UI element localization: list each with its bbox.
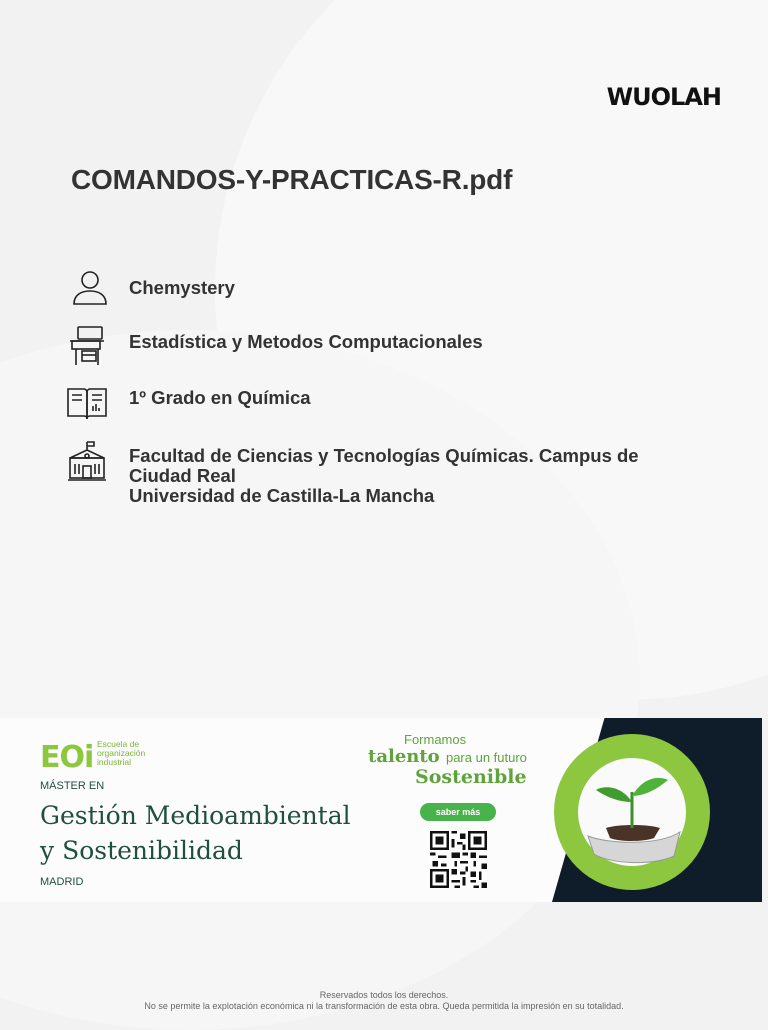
footer-line: No se permite la explotación económica ni la transformación de esta obra. Queda permitida la impresión en su totalidad. (144, 1001, 624, 1011)
tagline-bold: talento (368, 746, 440, 767)
ad-banner[interactable] (0, 718, 762, 902)
wuolah-logo[interactable]: WUOLAH (606, 83, 721, 111)
tagline-rest: para un futuro (445, 750, 527, 765)
footer-notice (0, 990, 768, 1012)
university-building-icon (66, 440, 108, 482)
university-name: Universidad de Castilla-La Mancha (129, 485, 435, 506)
qr-code-icon[interactable] (430, 831, 487, 888)
author-name[interactable]: Chemystery (129, 277, 235, 298)
course-name[interactable]: 1º Grado en Química (129, 387, 311, 408)
eoi-logo-subtitle: Escuela de organización industrial (97, 739, 146, 767)
document-title: COMANDOS-Y-PRACTICAS-R.pdf (71, 164, 513, 195)
saber-mas-button[interactable]: saber más (420, 803, 496, 821)
subject-name[interactable]: Estadística y Metodos Computacionales (129, 331, 483, 352)
footer-line: Reservados todos los derechos. (319, 990, 449, 1000)
open-book-icon (66, 383, 108, 425)
faculty-info[interactable] (129, 446, 709, 506)
master-label: MÁSTER EN (40, 780, 105, 792)
eoi-logo: EOi (40, 740, 94, 775)
faculty-line: Ciudad Real (129, 465, 236, 486)
user-icon (66, 268, 108, 310)
city-label: MADRID (40, 876, 84, 888)
faculty-line: Facultad de Ciencias y Tecnologías Químicas. Campus de (129, 445, 639, 466)
tagline-line: Sostenible (415, 766, 527, 788)
program-title-line: Gestión Medioambiental (40, 801, 351, 830)
program-title-line: y Sostenibilidad (40, 836, 243, 865)
program-title (40, 798, 380, 868)
school-desk-icon (66, 325, 108, 367)
tagline-line (368, 746, 527, 767)
tagline-line: Formamos (404, 732, 467, 747)
plant-in-hands-image (548, 732, 716, 892)
